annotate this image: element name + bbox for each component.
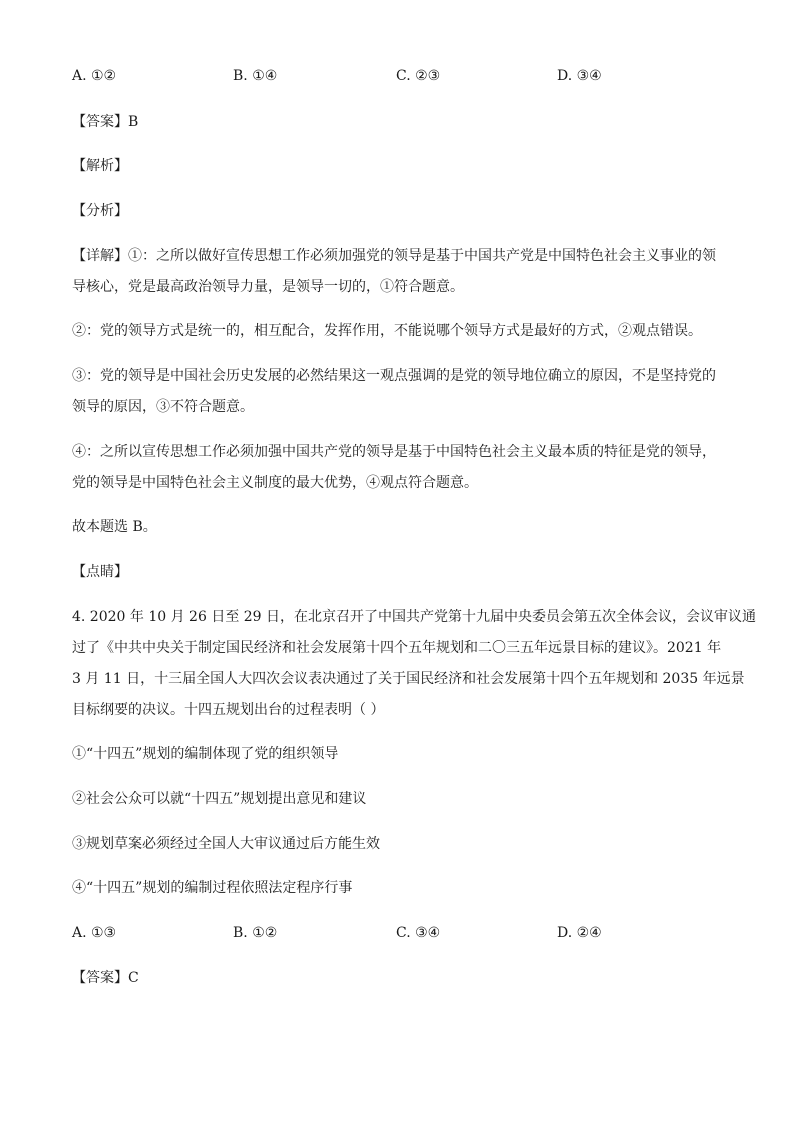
q3-option-d: D. ③④: [557, 68, 602, 84]
q4-option-a: A. ①③: [72, 925, 117, 941]
q4-stem-line-1: 4. 2020 年 10 月 26 日至 29 日，在北京召开了中国共产党第十九届中央委员会第五次全体会议，会议审议通: [72, 609, 757, 625]
q3-option-c: C. ②③: [396, 68, 441, 84]
q4-statement-4: ④“十四五”规划的编制过程依照法定程序行事: [72, 880, 353, 896]
q4-option-c: C. ③④: [396, 925, 441, 941]
q3-option-b: B. ①④: [233, 68, 278, 84]
q3-option-a: A. ①②: [72, 68, 117, 84]
q3-conclusion: 故本题选 B。: [72, 519, 157, 535]
q4-statement-3: ③规划草案必须经过全国人大审议通过后方能生效: [72, 836, 380, 852]
q3-options: [72, 66, 732, 86]
q3-detail-1-line-2: 导核心，党是最高政治领导力量，是领导一切的，①符合题意。: [72, 279, 464, 295]
q4-statement-1: ①“十四五”规划的编制体现了党的组织领导: [72, 746, 339, 762]
q4-option-d: D. ②④: [557, 925, 602, 941]
q4-option-b: B. ①②: [233, 925, 278, 941]
q3-detail-1-line-1: 【详解】①：之所以做好宣传思想工作必须加强党的领导是基于中国共产党是中国特色社会主义事业的领: [72, 248, 716, 264]
q4-stem-line-3: 3 月 11 日，十三届全国人大四次会议表决通过了关于国民经济和社会发展第十四个五年规划和 2035 年远景: [72, 671, 745, 687]
q3-dianjing-heading: 【点睛】: [72, 564, 128, 580]
q3-answer: 【答案】B: [72, 114, 139, 130]
q3-detail-3-line-2: 领导的原因，③不符合题意。: [72, 399, 254, 415]
q4-answer: 【答案】C: [72, 970, 139, 986]
q4-statement-2: ②社会公众可以就“十四五”规划提出意见和建议: [72, 791, 367, 807]
q4-options: [72, 923, 732, 943]
q3-fenxi-heading: 【分析】: [72, 203, 128, 219]
q4-stem-line-2: 过了《中共中央关于制定国民经济和社会发展第十四个五年规划和二〇三五年远景目标的建议》。2021 年: [72, 640, 722, 656]
q3-analysis-heading: 【解析】: [72, 158, 128, 174]
q3-detail-4-line-2: 党的领导是中国特色社会主义制度的最大优势，④观点符合题意。: [72, 475, 478, 491]
q3-detail-2: ②：党的领导方式是统一的，相互配合，发挥作用，不能说哪个领导方式是最好的方式，②观点错误。: [72, 323, 702, 339]
q3-detail-4-line-1: ④：之所以宣传思想工作必须加强中国共产党的领导是基于中国特色社会主义最本质的特征是党的领导，: [72, 444, 716, 460]
q4-stem-line-4: 目标纲要的决议。十四五规划出台的过程表明（ ）: [72, 702, 385, 718]
q3-detail-3-line-1: ③：党的领导是中国社会历史发展的必然结果这一观点强调的是党的领导地位确立的原因，不是坚持党的: [72, 368, 716, 384]
